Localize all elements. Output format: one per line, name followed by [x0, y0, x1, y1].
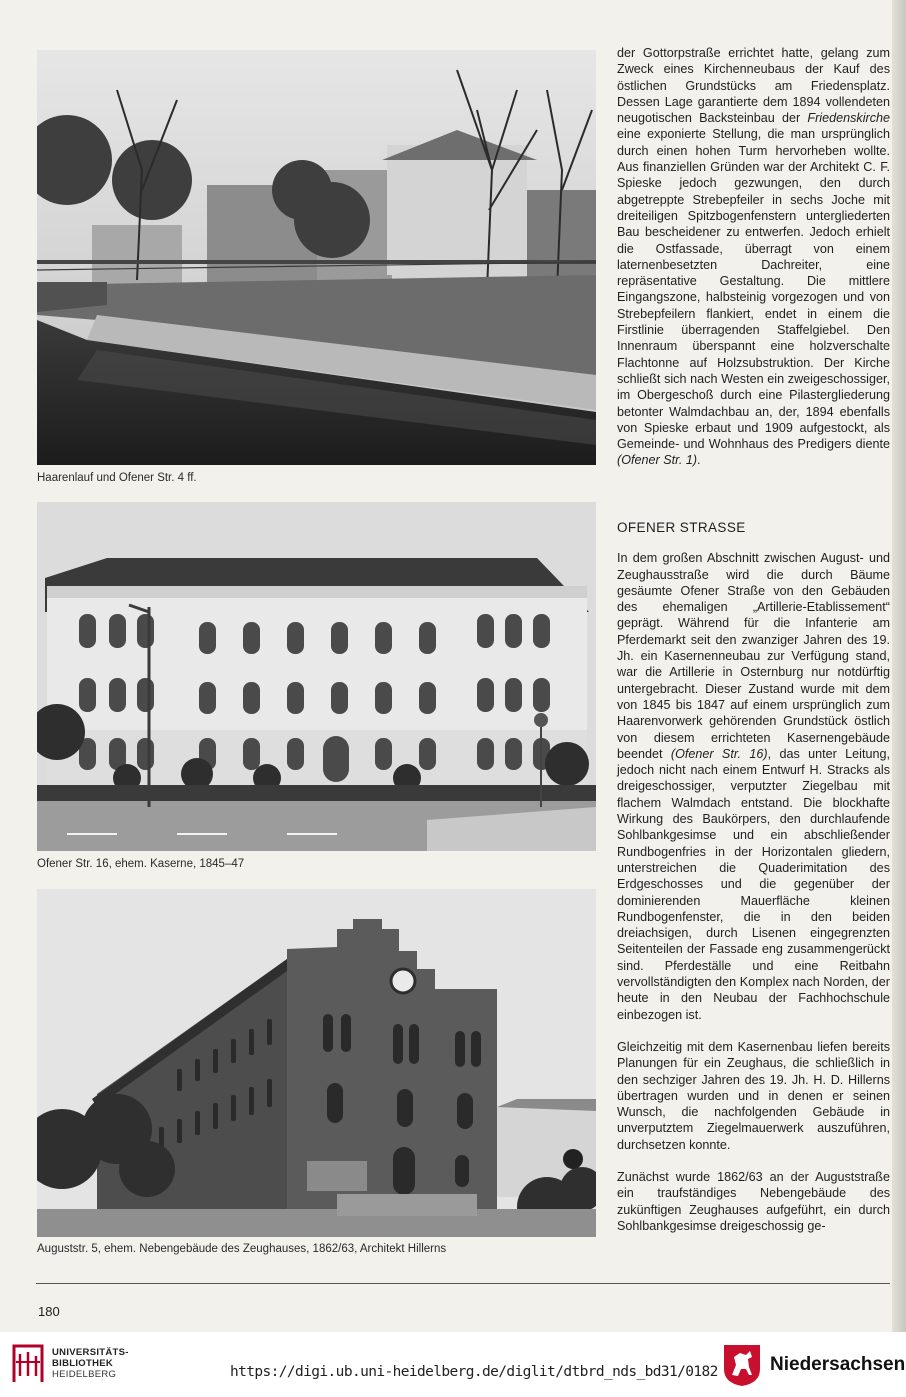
text-friedenskirche-ref: (Ofener Str. 1) [617, 453, 698, 468]
library-name [52, 1347, 129, 1380]
text-friedenskirche-b: eine exponierte Stellung, die man ursprünglich durch einen hohen Turm hervorheben wollte. Aus finanziellen Gründen war der Architekt C. F. Spieske jedoch gezwungen, den durch abgetreppte Strebepfeiler in sechs Joche mit dreiteiligen Spitzbogenfenstern untergliederten Bau bescheidener zu entwerfen. Jedoch erhielt die Ostfassade, überragt von einem laternenbesetzten Dachreiter, eine repräsentative Gestaltung. Die mittlere Eingangszone, halbsteinig vorgezogen und von Strebepfeilern flankiert, endet in einem die Firstlinie überragenden Staffelgiebel. Den Innenraum überspannt eine holzverschalte Flachtonne auf Holzsubstruktion. Der Kirche schließt sich nach Westen ein zweigeschossiger, im Obergeschoß durch eine Pilastergliederung betonter Walmdachbau an, der, 1894 ebenfalls von Spieske erbaut und 1909 aufgestockt, als Gemeinde- und Wohnhaus des Predigers diente [617, 127, 890, 452]
text-friedenskirche-a: der Gottorpstraße errichtet hatte, gelang zum Zweck eines Kirchenneubaus der Kauf des östlichen Grundstücks am Friedensplatz. Dessen Lage garantierte dem 1894 vollendeten neugotischen Backsteinbau der [617, 46, 890, 126]
photo-haarenlauf-drawing [37, 50, 596, 465]
ub-heidelberg-logo-icon[interactable] [10, 1342, 46, 1386]
photo-kaserne [37, 502, 596, 851]
photo-haarenlauf [37, 50, 596, 465]
library-line-2: BIBLIOTHEK [52, 1358, 114, 1369]
library-line-1: UNIVERSITÄTS- [52, 1347, 129, 1358]
digitization-footer [0, 1332, 906, 1397]
library-line-3: HEIDELBERG [52, 1369, 117, 1380]
photo-zeughaus-drawing [37, 889, 596, 1237]
text-column-top [617, 45, 890, 469]
footer-rule [36, 1283, 890, 1284]
text-friedenskirche-italic: Friedenskirche [807, 111, 890, 126]
photo-zeughaus-nebengebaeude [37, 889, 596, 1237]
text-artillerie-b: , das unter Leitung, jedoch nicht nach einem Entwurf H. Stracks als dreigeschossiger, verputzter Ziegelbau mit flachem Walmdach entstand. Die blockhafte Wirkung des Baukörpers, den durchlaufende Sohlbankgesimse und ein abschließender Rundbogenfries in der Horizontalen gliedern, unterstreichen die Quaderimitation des Erdgeschosses und die gegenüber der dominierenden Mauerfläche kleinen Rundbogenfenster, die in den beiden dreiachsigen, durch Lisenen eingegrenzten Seitenteilen der Fassade eng zusammengerückt sind. Pferdeställe und eine Reitbahn vervollständigten den Komplex nach Norden, der heute in den Neubau der Fachhochschule einbezogen ist. [617, 746, 890, 1022]
text-column-bottom [617, 520, 890, 1234]
paragraph-artillerie [617, 550, 890, 1023]
permalink-url[interactable]: https://digi.ub.uni-heidelberg.de/diglit/dtbrd_nds_bd31/0182 [230, 1364, 718, 1380]
page-edge-shadow [892, 0, 906, 1332]
photo-kaserne-drawing [37, 502, 596, 851]
paragraph-friedenskirche [617, 45, 890, 469]
text-artillerie-ref: (Ofener Str. 16) [670, 746, 768, 761]
caption-photo-kaserne: Ofener Str. 16, ehem. Kaserne, 1845–47 [37, 858, 245, 870]
text-friedenskirche-end: . [697, 453, 701, 468]
caption-photo-haarenlauf: Haarenlauf und Ofener Str. 4 ff. [37, 472, 197, 484]
state-name: Niedersachsen [770, 1354, 906, 1375]
page-number: 180 [38, 1304, 60, 1319]
niedersachsen-horse-crest-icon [722, 1343, 762, 1387]
paragraph-zeughaus: Gleichzeitig mit dem Kasernenbau liefen bereits Planungen für ein Zeughaus, die schließlich in den sechziger Jahren des 19. Jh. H. D. Hillerns übertragen wurden und in denen er seinen Wunsch, die nachfolgenden Gebäude in unverputztem Ziegelmauerwerk auszuführen, durchsetzen konnte. [617, 1039, 890, 1152]
text-artillerie-a: In dem großen Abschnitt zwischen August- und Zeughausstraße wird die durch Bäume gesäumte Ofener Straße von den Gebäuden des ehemaligen „Artillerie-Etablissement“ geprägt. Während für die Infanterie am Pferdemarkt seit den zwanziger Jahren des 19. Jh. ein Kasernenneubau zur Verfügung stand, war die Artillerie in Osternburg nur notdürftig untergebracht. Dieser Zustand wurde mit dem von 1845 bis 1847 auf einem ursprünglich zum Haarenvorwerk gehörenden Grundstück östlich von diesem errichteten Kasernengebäude beendet [617, 551, 890, 761]
section-heading-ofener-strasse: OFENER STRASSE [617, 520, 746, 535]
caption-photo-zeughaus: Auguststr. 5, ehem. Nebengebäude des Zeughauses, 1862/63, Architekt Hillerns [37, 1243, 447, 1255]
paragraph-auguststrasse: Zunächst wurde 1862/63 an der Auguststraße ein traufständiges Nebengebäude des zukünftigen Zeughauses aufgeführt, ein durch Sohlbankgesimse dreigeschossig ge- [617, 1169, 890, 1233]
